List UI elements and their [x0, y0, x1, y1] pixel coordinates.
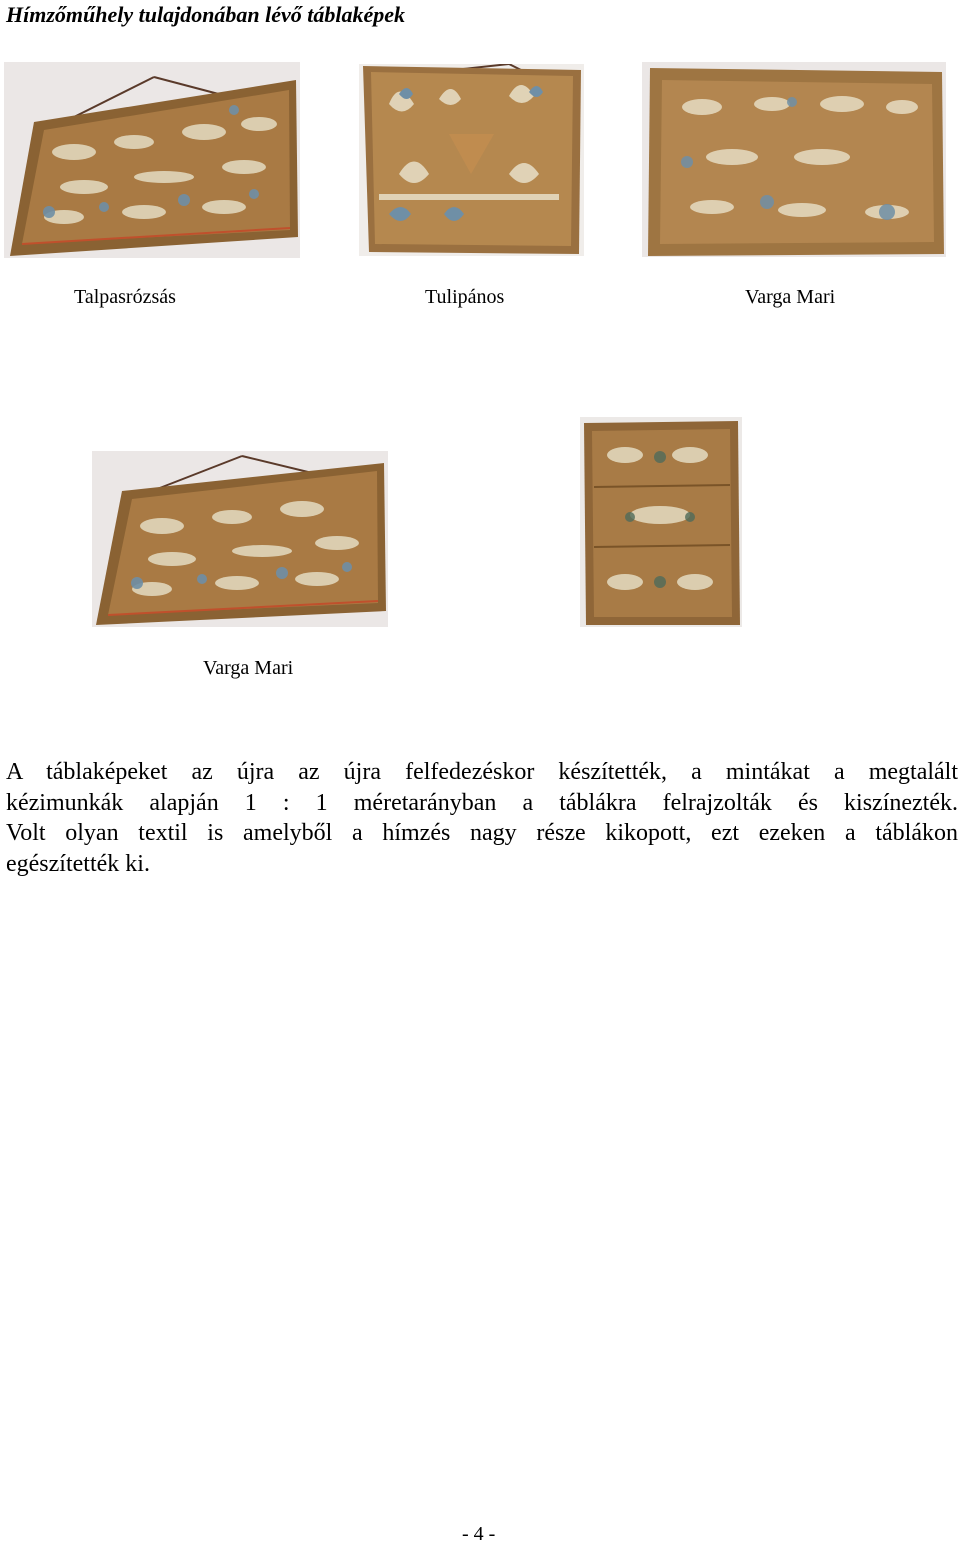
body-line-1: A táblaképeket az újra az újra felfedezéskor készítették, a mintákat a megtalált	[6, 759, 958, 785]
page-number: - 4 -	[462, 1523, 496, 1545]
caption-talpasrozsas: Talpasrózsás	[74, 286, 176, 308]
body-paragraph	[6, 757, 958, 879]
body-line-4: egészítették ki.	[6, 850, 150, 877]
photo-varga-mari-1	[642, 62, 946, 257]
photo-talpasrozsas	[4, 62, 300, 258]
body-line-2: kézimunkák alapján 1 : 1 méretarányban a táblákra felrajzolták és kiszínezték.	[6, 789, 958, 816]
caption-varga-mari-1: Varga Mari	[745, 286, 836, 308]
photo-varga-mari-2	[92, 451, 388, 627]
caption-tulipanos: Tulipános	[425, 286, 505, 308]
body-line-3: Volt olyan textil is amelyből a hímzés nagy része kikopott, ezt ezeken a táblákon	[6, 820, 958, 846]
page-title: Hímzőműhely tulajdonában lévő táblaképek	[6, 2, 406, 27]
photo-tall-panel	[580, 417, 742, 627]
caption-varga-mari-2: Varga Mari	[203, 657, 294, 679]
photo-tulipanos	[359, 64, 584, 256]
